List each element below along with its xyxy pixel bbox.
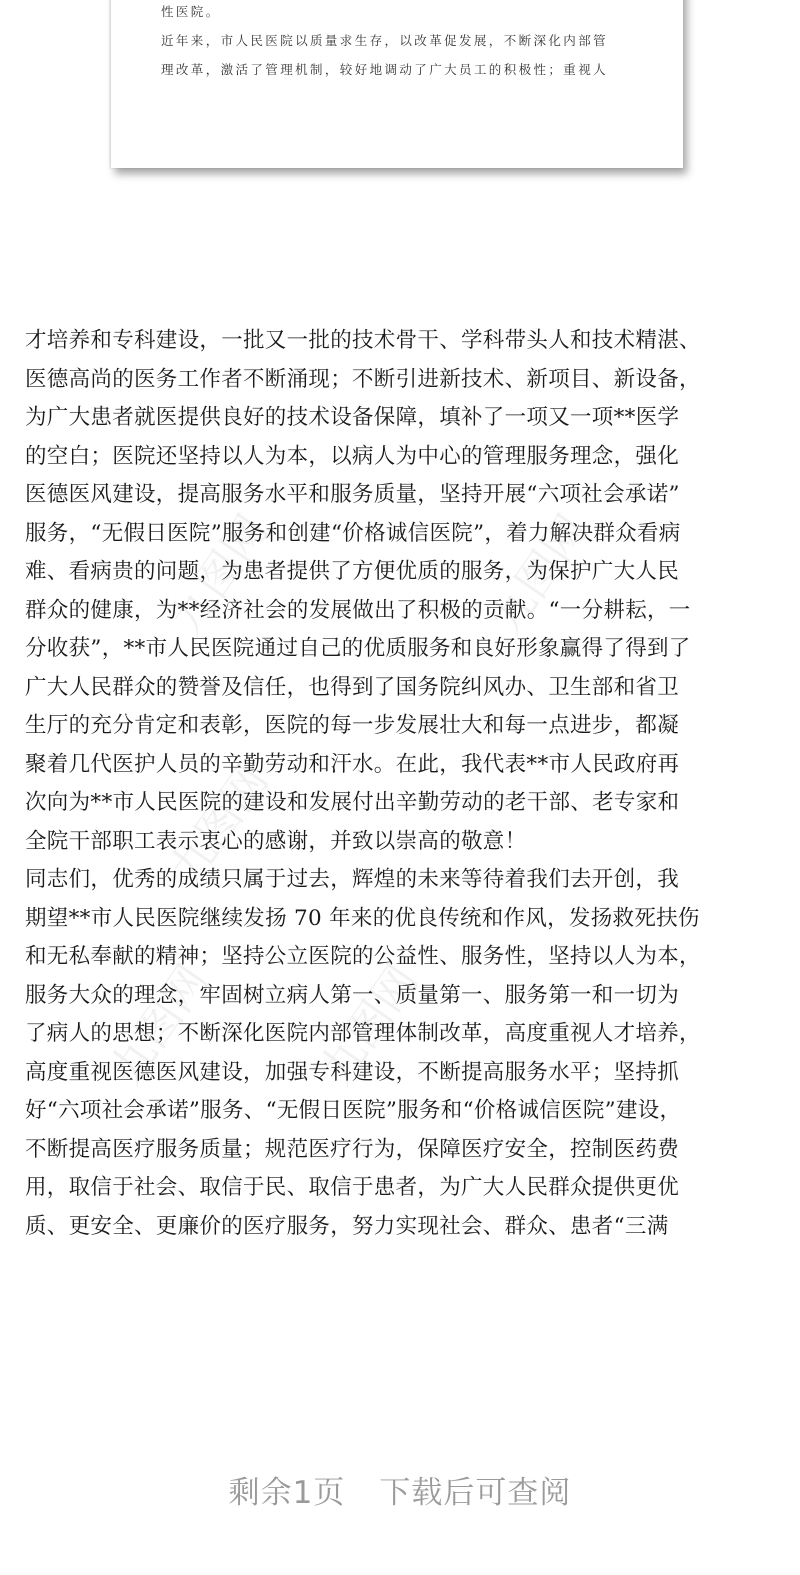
text-line: 生厅的充分肯定和表彰，医院的每一步发展壮大和每一点进步，都凝 — [25, 713, 680, 738]
text-line: 次向为**市人民医院的建设和发展付出辛勤劳动的老干部、老专家和 — [25, 790, 680, 815]
text-line: 高度重视医德医风建设，加强专科建设，不断提高服务水平；坚持抓 — [25, 1059, 680, 1085]
watermark: 九图网 — [160, 505, 279, 644]
watermark: 九图网 — [310, 955, 429, 1094]
download-prompt[interactable] — [0, 1467, 800, 1512]
text-line: 同志们，优秀的成绩只属于过去，辉煌的未来等待着我们去开创，我 — [25, 867, 680, 892]
text-line: 了病人的思想；不断深化医院内部管理体制改革，高度重视人才培养， — [25, 1021, 701, 1046]
watermark: 九图网 — [100, 955, 219, 1094]
text-line: 的空白；医院还坚持以人为本，以病人为中心的管理服务理念，强化 — [25, 443, 680, 469]
text-line: 用，取信于社会、取信于民、取信于患者，为广大人民群众提供更优 — [25, 1175, 680, 1200]
text-line: 分收获”，**市人民医院通过自己的优质服务和良好形象赢得了得到了 — [25, 636, 691, 661]
watermark: 九图网 — [160, 755, 279, 894]
text-line: 为广大患者就医提供良好的技术设备保障，填补了一项又一项**医学 — [25, 405, 680, 430]
card-text-line: 性医院。 — [161, 4, 221, 19]
text-line: 服务，“无假日医院”服务和创建“价格诚信医院”，着力解决群众看病 — [25, 520, 681, 546]
text-line: 群众的健康，为**经济社会的发展做出了积极的贡献。“一分耕耘，一 — [25, 597, 691, 623]
text-line: 聚着几代医护人员的辛勤劳动和汗水。在此，我代表**市人民政府再 — [25, 751, 680, 777]
document-body — [25, 322, 795, 1246]
download-to-view-label[interactable]: 下载后可查阅 — [379, 1475, 572, 1511]
card-text-line: 近年来，市人民医院以质量求生存，以改革促发展，不断深化内部管 — [161, 33, 609, 48]
remaining-pages-label: 剩余1页 — [228, 1475, 346, 1511]
text-line: 医德高尚的医务工作者不断涌现；不断引进新技术、新项目、新设备， — [25, 366, 701, 392]
text-line: 广大人民群众的赞誉及信任，也得到了国务院纠风办、卫生部和省卫 — [25, 674, 680, 700]
text-line: 才培养和专科建设，一批又一批的技术骨干、学科带头人和技术精湛、 — [25, 328, 701, 353]
text-line: 难、看病贵的问题，为患者提供了方便优质的服务，为保护广大人民 — [25, 559, 680, 584]
text-line: 医德医风建设，提高服务水平和服务质量，坚持开展“六项社会承诺” — [25, 482, 680, 507]
text-line: 不断提高医疗服务质量；规范医疗行为，保障医疗安全，控制医药费 — [25, 1136, 680, 1162]
text-line: 服务大众的理念，牢固树立病人第一、质量第一、服务第一和一切为 — [25, 982, 680, 1008]
text-line: 和无私奉献的精神；坚持公立医院的公益性、服务性，坚持以人为本， — [25, 944, 701, 969]
text-line: 全院干部职工表示衷心的感谢，并致以崇高的敬意！ — [25, 828, 527, 854]
text-line: 质、更安全、更廉价的医疗服务，努力实现社会、群众、患者“三满 — [25, 1213, 669, 1239]
text-line: 期望**市人民医院继续发扬 70 年来的优良传统和作风，发扬救死扶伤 — [25, 905, 700, 931]
preview-page-card — [111, 0, 683, 168]
text-line: 好“六项社会承诺”服务、“无假日医院”服务和“价格诚信医院”建设， — [25, 1098, 682, 1123]
card-text-line: 理改革，激活了管理机制，较好地调动了广大员工的积极性；重视人 — [161, 62, 609, 77]
watermark: 九图网 — [480, 505, 599, 644]
